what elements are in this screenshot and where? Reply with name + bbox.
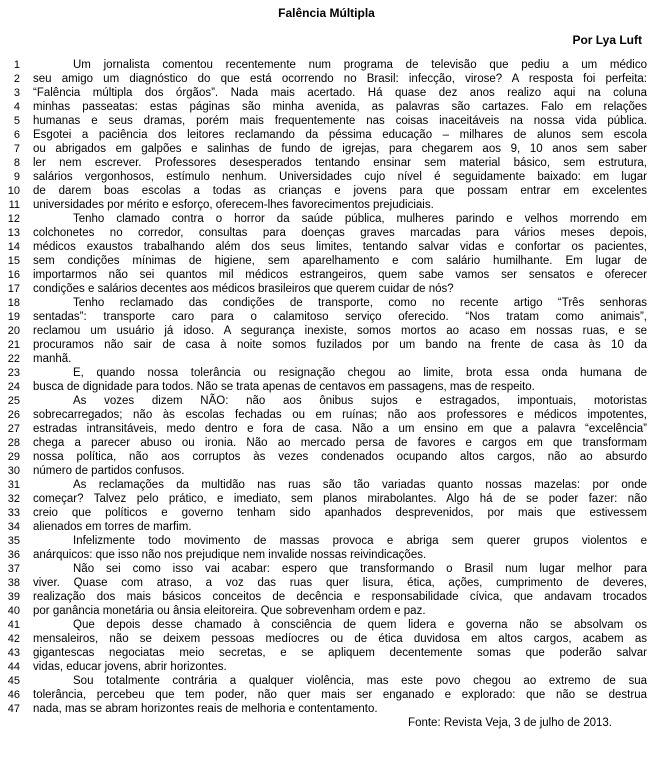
line-row: [0, 450, 653, 464]
line-number: 11: [8, 199, 20, 211]
line-number: 46: [7, 689, 20, 701]
line-row: [0, 324, 653, 338]
line-row: [0, 534, 653, 548]
line-text: humanas e seus dramas, porém mais frequentemente nas coisas inaceitáveis na nossa vida pública.: [33, 115, 647, 127]
line-number: 2: [13, 73, 20, 85]
line-row: [0, 114, 653, 128]
line-row: [0, 590, 653, 604]
line-text: Um jornalista comentou recentemente num programa de televisão que pediu a um médico: [73, 59, 647, 71]
line-text: reclamou um usuário já idoso. A segurança inexiste, somos mortos ao acaso em nossas ruas, e se: [33, 325, 647, 337]
line-row: [0, 548, 653, 562]
line-number: 4: [13, 101, 20, 113]
line-row: [0, 296, 653, 310]
line-number: 5: [13, 115, 20, 127]
line-number: 45: [7, 675, 20, 687]
line-text: Esgotei a paciência dos leitores reclamando da péssima educação – milhares de alunos sem escola: [33, 129, 647, 141]
line-row: [0, 268, 653, 282]
line-row: [0, 212, 653, 226]
line-text: nossa política, não aos corruptos às vezes condenados ocupando altos cargos, não ao absurdo: [33, 451, 647, 463]
line-row: [0, 688, 653, 702]
line-number: 36: [7, 549, 20, 561]
line-text: colchonetes no corredor, consultas para doenças graves marcadas para vários meses depois,: [33, 227, 647, 239]
line-text: Não sei como isso vai acabar: espero que transformando o Brasil num lugar melhor para: [73, 563, 647, 575]
line-row: [0, 198, 653, 212]
line-text: busca de dignidade para todos. Não se trata apenas de centavos em passagens, mas de respeito.: [33, 381, 535, 393]
line-text: alienados em torres de marfim.: [33, 521, 192, 533]
line-row: [0, 184, 653, 198]
line-row: [0, 646, 653, 660]
line-number: 15: [7, 255, 20, 267]
line-row: [0, 254, 653, 268]
line-number: 12: [7, 213, 20, 225]
line-number: 6: [13, 129, 20, 141]
line-row: [0, 58, 653, 72]
line-number: 3: [13, 87, 20, 99]
line-row: [0, 310, 653, 324]
line-number: 29: [7, 451, 20, 463]
line-row: [0, 128, 653, 142]
line-number: 25: [7, 395, 20, 407]
line-number: 7: [13, 143, 20, 155]
line-row: [0, 632, 653, 646]
document-body: [0, 58, 653, 716]
line-number: 31: [7, 479, 20, 491]
line-text: sobrecarregados; não às escolas fechadas ou em ruínas; não aos professores e médicos impotentes,: [33, 409, 647, 421]
line-number: 24: [7, 381, 20, 393]
line-row: [0, 660, 653, 674]
line-number: 37: [7, 563, 20, 575]
line-text: nada, mas se abram horizontes reais de melhoria e contentamento.: [33, 703, 378, 715]
line-number: 35: [7, 535, 20, 547]
line-number: 20: [7, 325, 20, 337]
line-text: tolerância, percebeu que tem poder, não quer mais ser enganado e explorado: que não se destrua: [33, 689, 647, 701]
author-byline: Por Lya Luft: [572, 33, 642, 47]
line-number: 21: [7, 339, 20, 351]
line-row: [0, 562, 653, 576]
line-row: [0, 618, 653, 632]
line-text: número de partidos confusos.: [33, 465, 185, 477]
line-text: creio que políticos e governo tenham sido apanhados desprevenidos, por mais que estivessem: [33, 507, 647, 519]
line-text: realização dos mais básicos conceitos de decência e responsabilidade cívica, que andavam trocados: [33, 591, 647, 603]
line-number: 32: [7, 493, 20, 505]
line-row: [0, 492, 653, 506]
line-text: sem condições mínimas de higiene, sem aparelhamento e com salário humilhante. Em lugar de: [33, 255, 647, 267]
line-text: Sou totalmente contrária a qualquer violência, mas este povo chegou ao extremo de sua: [73, 675, 647, 687]
line-row: [0, 156, 653, 170]
page-title: Falência Múltipla: [278, 6, 375, 20]
line-row: [0, 422, 653, 436]
line-text: de darem boas escolas a todas as crianças e jovens para que possam entrar em excelentes: [33, 185, 647, 197]
line-text: seu amigo um diagnóstico do que está ocorrendo no Brasil: infecção, virose? A resposta foi perfeita:: [33, 73, 647, 85]
line-number: 33: [7, 507, 20, 519]
line-text: chega a parecer abuso ou ironia. Não ao mercado persa de favores e cargos em que transformam: [33, 437, 647, 449]
line-text: começar? Talvez pelo prático, e imediato, sem planos mirabolantes. Algo há de se poder fazer: não: [33, 493, 647, 505]
line-number: 40: [7, 605, 20, 617]
line-row: [0, 604, 653, 618]
line-number: 16: [7, 269, 20, 281]
line-number: 44: [7, 661, 20, 673]
line-row: [0, 352, 653, 366]
line-number: 38: [7, 577, 20, 589]
line-row: [0, 380, 653, 394]
line-text: minhas passeatas: estas páginas são minha avenida, as palavras são cartazes. Falo em relações: [33, 101, 647, 113]
line-text: vidas, educar jovens, abrir horizontes.: [33, 661, 227, 673]
line-text: médicos exaustos trabalhando além dos seus limites, tentando salvar vidas e confortar os pacientes,: [33, 241, 647, 253]
line-number: 10: [7, 185, 20, 197]
line-row: [0, 576, 653, 590]
line-text: sentadas”: transporte caro para o calamitoso serviço oferecido. “Nos tratam como animais”,: [33, 311, 647, 323]
line-number: 18: [7, 297, 20, 309]
line-text: estradas intransitáveis, medo dentro e fora de casa. Não a um ensino em que a palavra “excelência”: [33, 423, 647, 435]
line-text: As vozes dizem NÃO: não aos ônibus sujos e estragados, impontuais, motoristas: [73, 395, 647, 407]
line-row: [0, 436, 653, 450]
line-text: gigantescas negociatas meio secretas, e se apliquem decentemente somas que poderão salvar: [33, 647, 647, 659]
line-text: Tenho clamado contra o horror da saúde pública, mulheres parindo e velhos morrendo em: [73, 213, 647, 225]
line-text: Infelizmente todo movimento de massas provoca e abriga sem querer grupos violentos e: [73, 535, 647, 547]
source-citation: Fonte: Revista Veja, 3 de julho de 2013.: [408, 717, 612, 729]
line-row: [0, 86, 653, 100]
line-row: [0, 366, 653, 380]
line-text: condições e salários decentes aos médicos brasileiros que querem cuidar de nós?: [33, 283, 454, 295]
line-text: Que depois desse chamado à consciência de quem lidera e governa não se absolvam os: [73, 619, 647, 631]
line-number: 13: [7, 227, 20, 239]
line-row: [0, 226, 653, 240]
line-number: 42: [7, 633, 20, 645]
line-row: [0, 506, 653, 520]
line-text: procuramos não sair de casa à noite somos fuzilados por um bando na frente de casa às 10 da: [33, 339, 647, 351]
line-number: 8: [13, 157, 20, 169]
line-text: ou abrigados em galpões e salinhas de fundo de igrejas, para chegarem aos 9, 10 anos sem saber: [33, 143, 647, 155]
line-row: [0, 464, 653, 478]
line-text: importarmos não sei quantos mil médicos estrangeiros, quem sabe vamos ser sensatos e oferecer: [33, 269, 647, 281]
line-text: viver. Quase com atraso, a voz das ruas quer lisura, ética, ações, cumprimento de deveres,: [33, 577, 647, 589]
line-row: [0, 142, 653, 156]
line-row: [0, 674, 653, 688]
line-row: [0, 408, 653, 422]
line-number: 1: [13, 59, 20, 71]
line-number: 27: [7, 423, 20, 435]
line-text: por ganância monetária ou ânsia eleitoreira. Que sobrevenham ordem e paz.: [33, 605, 426, 617]
line-text: universidades por mérito e esforço, oferecem-lhes favorecimentos prejudiciais.: [33, 199, 434, 211]
line-text: manhã.: [33, 353, 72, 365]
line-text: ler nem escrever. Professores desesperados tentando ensinar sem material básico, sem estrutura,: [33, 157, 647, 169]
line-text: mensaleiros, não se deixem pessoas medíocres ou de ética duvidosa em altos cargos, acabem as: [33, 633, 647, 645]
line-number: 19: [7, 311, 20, 323]
line-number: 30: [7, 465, 20, 477]
line-row: [0, 100, 653, 114]
line-number: 26: [7, 409, 20, 421]
line-number: 22: [7, 353, 20, 365]
line-row: [0, 478, 653, 492]
line-text: As reclamações da multidão nas ruas são tão variadas quanto nossas mazelas: por onde: [73, 479, 647, 491]
line-number: 9: [13, 171, 20, 183]
line-number: 23: [7, 367, 20, 379]
line-number: 28: [7, 437, 20, 449]
line-number: 43: [7, 647, 20, 659]
line-row: [0, 394, 653, 408]
line-number: 41: [7, 619, 20, 631]
line-text: “Falência múltipla dos órgãos”. Nada mais acertado. Há quase dez anos realizo aqui na coluna: [33, 87, 647, 99]
line-text: E, quando nossa tolerância ou resignação chegou ao limite, brota essa onda humana de: [73, 367, 647, 379]
line-text: anárquicos: que isso não nos prejudique nem invalide nossas reivindicações.: [33, 549, 427, 561]
line-row: [0, 282, 653, 296]
line-row: [0, 170, 653, 184]
line-row: [0, 520, 653, 534]
line-number: 34: [7, 521, 20, 533]
line-number: 14: [7, 241, 20, 253]
line-row: [0, 240, 653, 254]
line-text: salários vergonhosos, estímulo nenhum. Universidades cujo nível é seguidamente baixado: em lugar: [33, 171, 647, 183]
line-row: [0, 338, 653, 352]
line-row: [0, 72, 653, 86]
line-number: 47: [7, 703, 20, 715]
line-row: [0, 702, 653, 716]
line-text: Tenho reclamado das condições de transporte, como no recente artigo “Três senhoras: [73, 297, 647, 309]
line-number: 39: [7, 591, 20, 603]
line-number: 17: [7, 283, 20, 295]
